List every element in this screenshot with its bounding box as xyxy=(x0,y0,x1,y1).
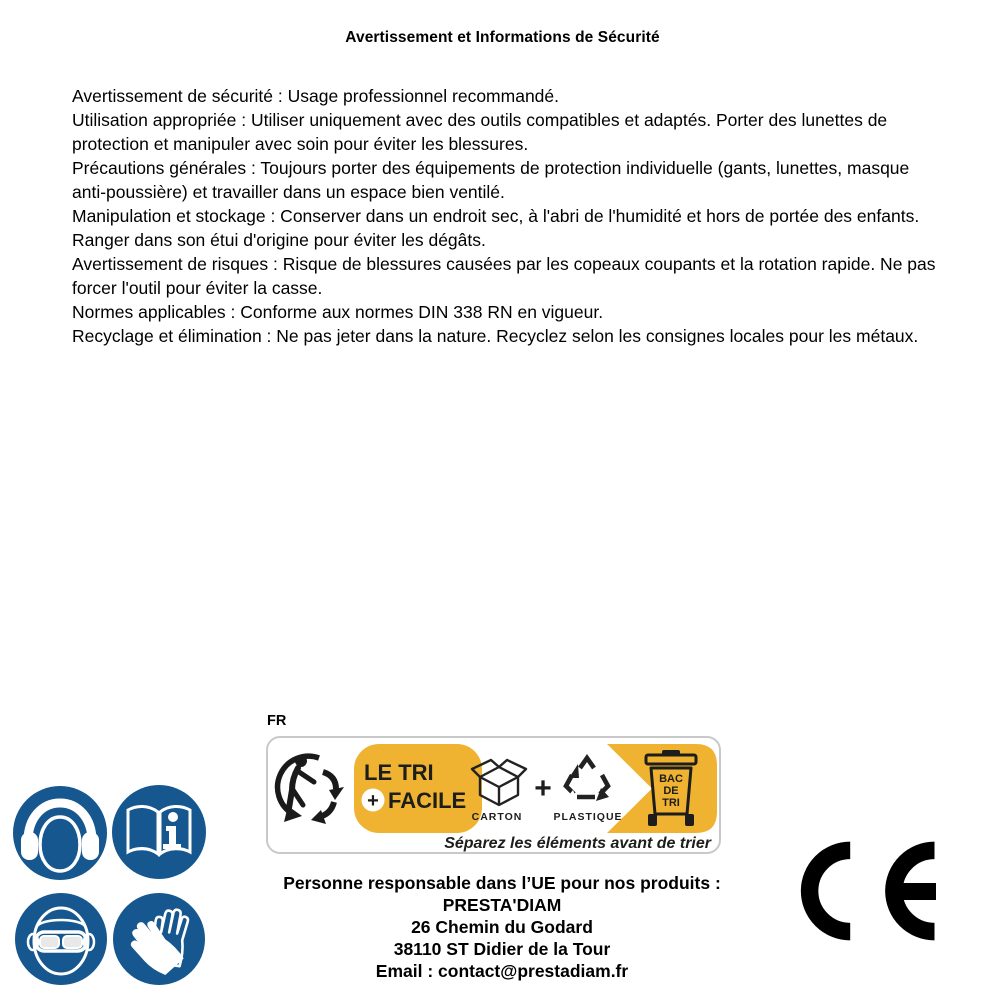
bin-label-line: BAC xyxy=(659,773,683,785)
paragraph-appropriate-use: Utilisation appropriée : Utiliser uniquement avec des outils compatibles et adaptés. Porter des lunettes de protection et manipuler avec soin pour éviter les blessures. xyxy=(72,110,888,154)
material-carton-label: CARTON xyxy=(471,811,523,823)
wear-eye-protection-icon xyxy=(14,892,108,986)
page-title: Avertissement et Informations de Sécurité xyxy=(345,29,660,46)
wear-ear-protection-icon xyxy=(12,785,108,881)
material-plastique-label: PLASTIQUE xyxy=(553,811,623,823)
responsible-company: PRESTA'DIAM xyxy=(442,895,562,915)
responsible-email: Email : contact@prestadiam.fr xyxy=(375,961,629,981)
paragraph-safety-warning: Avertissement de sécurité : Usage professionnel recommandé. xyxy=(72,86,560,106)
paragraph-recycling: Recyclage et élimination : Ne pas jeter dans la nature. Recyclez selon les consignes locales pour les métaux. xyxy=(72,326,919,346)
bin-label-line: DE xyxy=(663,785,679,797)
bin-chevron xyxy=(607,744,717,833)
country-code-label: FR xyxy=(267,713,287,729)
materials-plus-sign: + xyxy=(534,772,552,805)
ce-marking-icon xyxy=(796,841,944,943)
plus-badge-sign: + xyxy=(367,790,379,812)
eu-responsible-block xyxy=(202,872,802,982)
headline-facile: FACILE xyxy=(388,788,467,813)
wear-protective-gloves-icon xyxy=(112,892,206,986)
responsible-intro: Personne responsable dans l’UE pour nos produits : xyxy=(283,873,721,893)
triman-icon xyxy=(278,755,344,824)
responsible-street: 26 Chemin du Godard xyxy=(411,917,593,937)
recycling-sorting-label xyxy=(266,736,721,854)
recycling-triangle-icon xyxy=(565,758,609,802)
sorting-tagline: Séparez les éléments avant de trier xyxy=(444,835,711,852)
paragraph-standards: Normes applicables : Conforme aux normes DIN 338 RN en vigueur. xyxy=(72,302,604,322)
paragraph-handling-storage: Manipulation et stockage : Conserver dans un endroit sec, à l'abri de l'humidité et hors de portée des enfants. Ranger dans son étui d'origine pour éviter les dégâts. xyxy=(72,206,920,250)
responsible-city: 38110 ST Didier de la Tour xyxy=(393,939,611,959)
read-instruction-manual-icon xyxy=(111,784,207,880)
headline-le-tri: LE TRI xyxy=(364,760,434,785)
safety-text-block xyxy=(72,84,940,348)
paragraph-risk-warning: Avertissement de risques : Risque de blessures causées par les copeaux coupants et la rotation rapide. Ne pas forcer l'outil pour éviter la casse. xyxy=(72,254,936,298)
bin-label-line: TRI xyxy=(662,797,680,809)
paragraph-general-precautions: Précautions générales : Toujours porter des équipements de protection individuelle (gants, lunettes, masque anti-poussière) et travailler dans un espace bien ventilé. xyxy=(72,158,910,202)
